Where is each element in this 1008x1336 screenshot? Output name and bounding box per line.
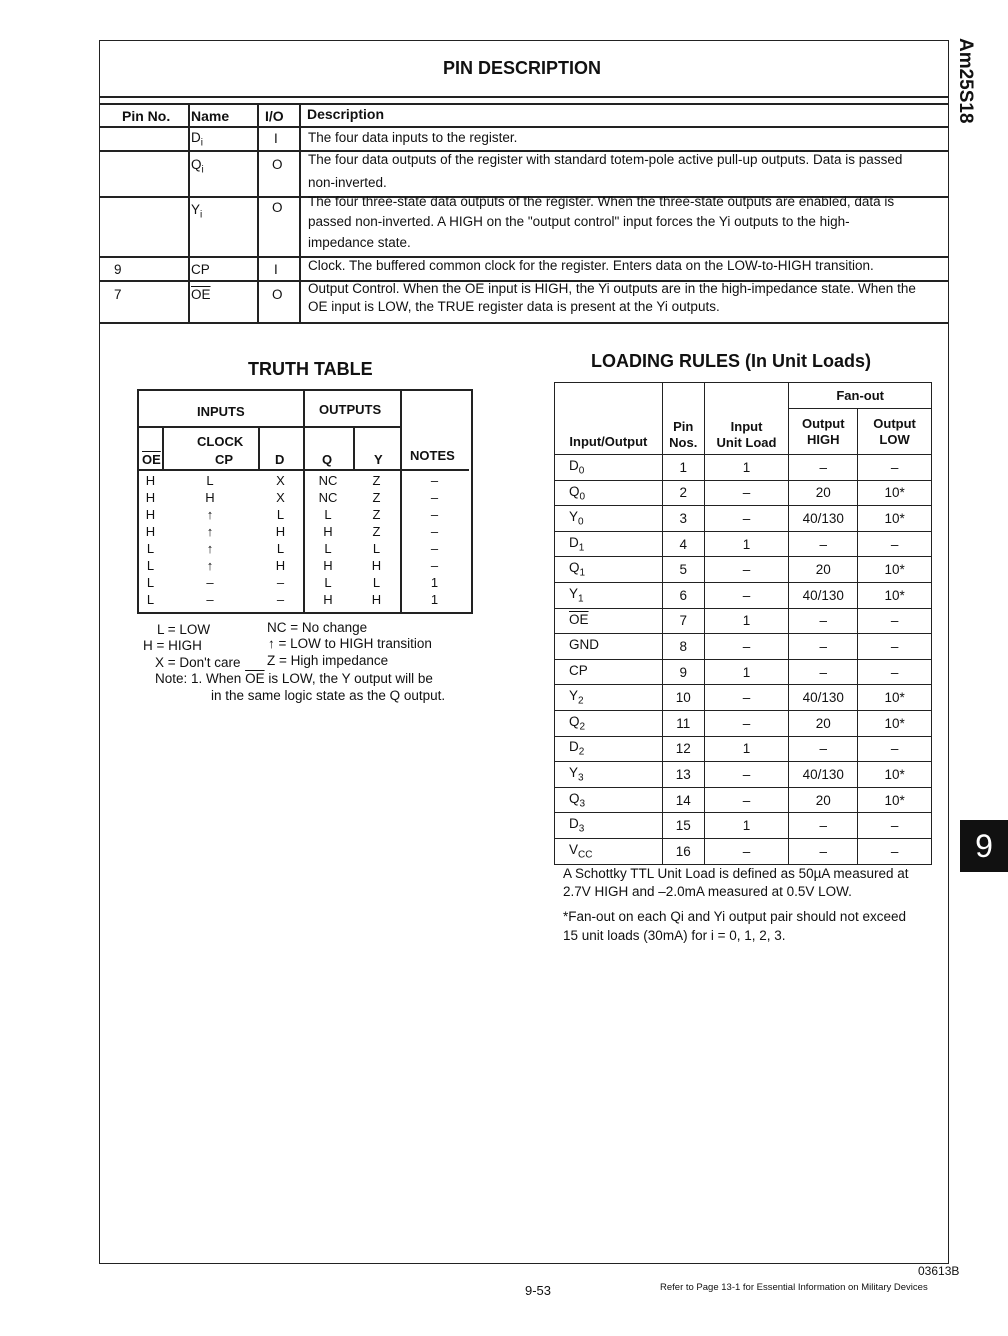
legend-dont-care: X = Don't care — [155, 655, 241, 670]
tt-cell: H — [323, 524, 333, 539]
table-row — [555, 762, 932, 788]
tt-cell: – — [430, 507, 439, 522]
lr-pin: 8 — [662, 634, 704, 660]
pin-desc-qi-1: The four data outputs of the register with standard totem-pole active pull-up outputs. Data is passed — [308, 152, 903, 167]
tt-cell: NC — [318, 473, 338, 488]
truth-table — [137, 389, 473, 614]
table-row — [555, 455, 932, 481]
lr-io: $Y_1$ — [555, 582, 663, 608]
lr-load: 1 — [704, 659, 789, 685]
lr-load: – — [704, 557, 789, 583]
pin-desc-yi-3: impedance state. — [308, 235, 411, 250]
tt-outputs-group: OUTPUTS — [319, 402, 382, 417]
legend-note-2: in the same logic state as the Q output. — [211, 688, 446, 703]
tt-cell: ↑ — [206, 541, 214, 556]
pin-io-cp: I — [274, 262, 278, 277]
lr-load: – — [704, 582, 789, 608]
tt-cell: L — [276, 507, 285, 522]
lr-pin: 13 — [662, 762, 704, 788]
table-row — [555, 531, 932, 557]
tt-cell: H — [323, 558, 333, 573]
tt-cell: ↑ — [206, 524, 214, 539]
lr-header-out-high: Output HIGH — [789, 409, 858, 455]
pin-io-qi: O — [272, 157, 283, 172]
lr-low: 10* — [858, 506, 932, 532]
tt-cell: – — [430, 558, 439, 573]
tt-cell: ↑ — [206, 507, 214, 522]
pin-desc-yi-1: The four three-state data outputs of the register. When the three-state outputs are enabled, data is — [308, 194, 895, 209]
doc-code: 03613B — [918, 1264, 960, 1278]
lr-low: – — [858, 531, 932, 557]
tt-cell: Z — [372, 524, 381, 539]
pin-name-di: $D_i$ — [191, 130, 203, 149]
lr-header-fanout: Fan-out — [789, 383, 932, 409]
tt-cell: L — [206, 473, 214, 488]
lr-pin: 7 — [662, 608, 704, 634]
tt-cell: – — [276, 592, 285, 607]
lr-footnote1-line2: 2.7V HIGH and –2.0mA measured at 0.5V LOW. — [563, 884, 852, 899]
lr-high: 40/130 — [789, 762, 858, 788]
tt-header-oe: $\overline{OE}$ — [142, 452, 161, 467]
tt-cell: – — [430, 473, 439, 488]
truth-table-title: TRUTH TABLE — [248, 359, 373, 379]
tt-header-q: Q — [322, 452, 333, 467]
lr-io: $D_0$ — [555, 455, 663, 481]
lr-pin: 14 — [662, 787, 704, 813]
lr-pin: 15 — [662, 813, 704, 839]
tt-cell: L — [324, 507, 332, 522]
table-row — [555, 557, 932, 583]
tt-header-clock: CLOCK — [197, 434, 244, 449]
tt-cell: H — [371, 558, 382, 573]
lr-io: $V_{CC}$ — [555, 838, 663, 864]
lr-low: 10* — [858, 685, 932, 711]
lr-io: $D_2$ — [555, 736, 663, 762]
tt-cell: L — [146, 592, 155, 607]
lr-pin: 10 — [662, 685, 704, 711]
table-row — [555, 608, 932, 634]
pin-no-cp: 9 — [114, 262, 122, 277]
table-row — [555, 685, 932, 711]
lr-io: CP — [555, 659, 663, 685]
tt-cell: – — [206, 592, 214, 607]
lr-low: 10* — [858, 582, 932, 608]
section-tab: 9 — [960, 820, 1008, 872]
lr-io: $D_1$ — [555, 531, 663, 557]
lr-pin: 6 — [662, 582, 704, 608]
pin-desc-cp: Clock. The buffered common clock for the register. Enters data on the LOW-to-HIGH transition. — [308, 258, 874, 273]
lr-header-out-low: Output LOW — [858, 409, 932, 455]
military-note: Refer to Page 13-1 for Essential Information on Military Devices — [660, 1282, 928, 1293]
tt-cell: – — [430, 490, 439, 505]
table-row — [555, 813, 932, 839]
lr-load: – — [704, 634, 789, 660]
header-description: Description — [307, 106, 385, 122]
tt-header-cp: CP — [215, 452, 234, 467]
table-row — [555, 710, 932, 736]
lr-io: GND — [555, 634, 663, 660]
legend-rise: ↑ = LOW to HIGH transition — [268, 636, 432, 651]
tt-cell: H — [145, 524, 156, 539]
header-pin-no: Pin No. — [122, 108, 171, 124]
tt-cell: H — [275, 524, 286, 539]
legend-nc: NC = No change — [267, 620, 368, 635]
lr-pin: 11 — [662, 710, 704, 736]
lr-load: – — [704, 506, 789, 532]
pin-name-yi: $Y_i$ — [191, 202, 203, 221]
tt-cell: Z — [372, 473, 381, 488]
tt-cell: H — [145, 473, 156, 488]
tt-cell: H — [275, 558, 286, 573]
pin-io-oe: O — [272, 287, 283, 302]
lr-low: – — [858, 813, 932, 839]
tt-cell: X — [276, 490, 285, 505]
lr-io: $Q_3$ — [555, 787, 663, 813]
lr-load: – — [704, 685, 789, 711]
tt-cell: – — [206, 575, 214, 590]
lr-high: – — [789, 455, 858, 481]
legend-high: H = HIGH — [143, 638, 202, 653]
lr-load: – — [704, 838, 789, 864]
lr-high: – — [789, 838, 858, 864]
tt-cell: ↑ — [206, 558, 214, 573]
lr-low: – — [858, 838, 932, 864]
lr-high: – — [789, 634, 858, 660]
lr-header-io: Input/Output — [555, 383, 663, 455]
tt-cell: H — [145, 490, 156, 505]
tt-cell: – — [276, 575, 285, 590]
lr-io: $Q_0$ — [555, 480, 663, 506]
lr-pin: 3 — [662, 506, 704, 532]
pin-desc-yi-2: passed non-inverted. A HIGH on the "output control" input forces the Yi outputs to the high- — [308, 214, 850, 229]
lr-load: – — [704, 480, 789, 506]
lr-high: 20 — [789, 557, 858, 583]
lr-load: 1 — [704, 455, 789, 481]
lr-low: – — [858, 634, 932, 660]
pin-desc-oe-2: OE input is LOW, the TRUE register data is present at the Yi outputs. — [308, 299, 720, 314]
lr-pin: 4 — [662, 531, 704, 557]
tt-cell: 1 — [430, 575, 439, 590]
tt-cell: L — [146, 575, 155, 590]
pin-desc-qi-2: non-inverted. — [308, 175, 387, 190]
tt-cell: – — [430, 541, 439, 556]
tt-header-d: D — [275, 452, 285, 467]
tt-cell: X — [276, 473, 285, 488]
lr-load: 1 — [704, 531, 789, 557]
pin-description-title: PIN DESCRIPTION — [443, 58, 602, 78]
lr-low: 10* — [858, 762, 932, 788]
lr-pin: 9 — [662, 659, 704, 685]
side-title — [950, 38, 980, 128]
lr-high: 20 — [789, 480, 858, 506]
lr-io: $Y_0$ — [555, 506, 663, 532]
lr-high: – — [789, 813, 858, 839]
tt-cell: L — [276, 541, 285, 556]
pin-name-qi: $Q_i$ — [191, 157, 204, 176]
lr-footnote1-line1: A Schottky TTL Unit Load is defined as 50µA measured at — [563, 866, 909, 881]
lr-high: – — [789, 736, 858, 762]
tt-cell: L — [324, 575, 332, 590]
lr-pin: 1 — [662, 455, 704, 481]
lr-io: $D_3$ — [555, 813, 663, 839]
lr-high: 20 — [789, 710, 858, 736]
lr-header-pin: Pin Nos. — [662, 383, 704, 455]
lr-high: 40/130 — [789, 582, 858, 608]
tt-cell: H — [323, 592, 333, 607]
pin-io-yi: O — [272, 200, 283, 215]
lr-footnote2-line1: *Fan-out on each Qi and Yi output pair should not exceed — [563, 909, 906, 924]
table-row — [555, 634, 932, 660]
lr-load: 1 — [704, 736, 789, 762]
tt-cell: L — [146, 541, 155, 556]
table-row — [555, 582, 932, 608]
lr-load: – — [704, 787, 789, 813]
lr-load: 1 — [704, 608, 789, 634]
table-row — [555, 659, 932, 685]
header-io: I/O — [265, 108, 284, 124]
lr-pin: 2 — [662, 480, 704, 506]
lr-high: – — [789, 608, 858, 634]
tt-cell: L — [146, 558, 155, 573]
lr-high: – — [789, 659, 858, 685]
loading-rules-table — [554, 382, 932, 865]
table-row — [555, 838, 932, 864]
tt-cell: 1 — [430, 592, 439, 607]
pin-desc-oe-1: Output Control. When the OE input is HIGH, the Yi outputs are in the high-impedance state. When the — [308, 281, 916, 296]
pin-name-oe: $\overline{OE}$ — [191, 287, 211, 302]
loading-rules-title: LOADING RULES (In Unit Loads) — [591, 351, 871, 371]
lr-header-unit-load: Input Unit Load — [704, 383, 789, 455]
lr-io: $Q_2$ — [555, 710, 663, 736]
table-row — [555, 506, 932, 532]
tt-cell: Z — [372, 507, 381, 522]
tt-cell: H — [371, 592, 382, 607]
lr-low: 10* — [858, 557, 932, 583]
lr-pin: 12 — [662, 736, 704, 762]
legend-note-1: Note: 1. When $\overline{OE}$ is LOW, the Y output will be — [155, 671, 433, 686]
lr-load: 1 — [704, 813, 789, 839]
tt-cell: H — [205, 490, 215, 505]
table-row — [555, 480, 932, 506]
pin-no-oe: 7 — [114, 287, 122, 302]
tt-cell: NC — [318, 490, 338, 505]
pin-name-cp: CP — [191, 262, 210, 277]
table-row — [555, 787, 932, 813]
lr-low: 10* — [858, 480, 932, 506]
table-row — [555, 736, 932, 762]
lr-io: $Y_2$ — [555, 685, 663, 711]
lr-footnote2-line2: 15 unit loads (30mA) for i = 0, 1, 2, 3. — [563, 928, 786, 943]
lr-io: $Y_3$ — [555, 762, 663, 788]
lr-low: – — [858, 608, 932, 634]
pin-io-di: I — [274, 131, 278, 146]
lr-io: $\overline{OE}$ — [555, 608, 663, 634]
tt-cell: L — [372, 541, 381, 556]
lr-pin: 16 — [662, 838, 704, 864]
lr-low: 10* — [858, 787, 932, 813]
tt-inputs-group: INPUTS — [197, 404, 245, 419]
lr-load: – — [704, 762, 789, 788]
lr-low: – — [858, 659, 932, 685]
lr-low: 10* — [858, 710, 932, 736]
tt-header-notes: NOTES — [410, 448, 455, 463]
lr-high: 20 — [789, 787, 858, 813]
pin-desc-di: The four data inputs to the register. — [308, 130, 518, 145]
lr-high: – — [789, 531, 858, 557]
lr-high: 40/130 — [789, 506, 858, 532]
legend-z: Z = High impedance — [267, 653, 389, 668]
legend-low: L = LOW — [157, 622, 211, 637]
lr-low: – — [858, 736, 932, 762]
tt-cell: L — [372, 575, 381, 590]
lr-high: 40/130 — [789, 685, 858, 711]
lr-low: – — [858, 455, 932, 481]
tt-cell: Z — [372, 490, 381, 505]
page-number: 9-53 — [525, 1283, 552, 1298]
lr-pin: 5 — [662, 557, 704, 583]
header-name: Name — [191, 108, 230, 124]
lr-io: $Q_1$ — [555, 557, 663, 583]
tt-cell: H — [145, 507, 156, 522]
tt-cell: – — [430, 524, 439, 539]
side-title-text: Am25S18 — [955, 38, 976, 124]
tt-cell: L — [324, 541, 332, 556]
tt-header-y: Y — [374, 452, 383, 467]
lr-load: – — [704, 710, 789, 736]
